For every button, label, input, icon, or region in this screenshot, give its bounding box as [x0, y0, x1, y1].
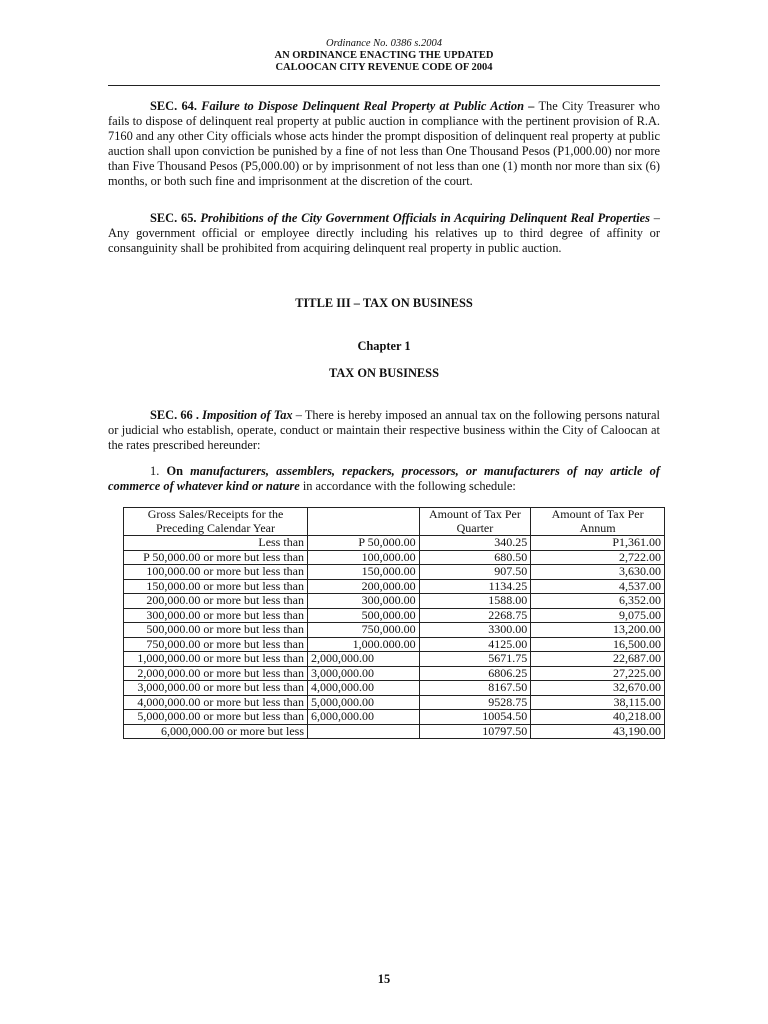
tax-quarter-cell: 10054.50 — [419, 710, 531, 725]
item-1 — [108, 464, 660, 494]
tax-quarter-cell: 10797.50 — [419, 724, 531, 739]
range-to-cell: 5,000,000.00 — [308, 695, 420, 710]
sec65-label: SEC. 65. — [150, 211, 197, 225]
ordinance-number: Ordinance No. 0386 s.2004 — [326, 38, 442, 49]
range-from-cell: 500,000.00 or more but less than — [124, 623, 308, 638]
item1-title: manufacturers, assemblers, repackers, processors, or manufacturers of nay article of commerce of whatever kind or nature — [108, 464, 660, 493]
table-row — [124, 637, 665, 652]
tax-annum-cell: 6,352.00 — [531, 594, 665, 609]
header-divider — [108, 85, 660, 86]
tax-annum-cell: 40,218.00 — [531, 710, 665, 725]
tax-annum-cell: P1,361.00 — [531, 536, 665, 551]
tax-annum-cell: 27,225.00 — [531, 666, 665, 681]
tax-quarter-cell: 3300.00 — [419, 623, 531, 638]
range-to-cell: 3,000,000.00 — [308, 666, 420, 681]
range-from-cell: 3,000,000.00 or more but less than — [124, 681, 308, 696]
section-64 — [108, 99, 660, 189]
table-row — [124, 695, 665, 710]
title-iii-heading: TITLE III – TAX ON BUSINESS — [295, 296, 473, 310]
sec64-label: SEC. 64. — [150, 99, 197, 113]
sec64-title: Failure to Dispose Delinquent Real Property at Public Action – — [201, 99, 535, 113]
tax-quarter-cell: 6806.25 — [419, 666, 531, 681]
range-to-cell — [308, 724, 420, 739]
range-from-cell: Less than — [124, 536, 308, 551]
header-tax-per-annum: Amount of Tax Per Annum — [531, 508, 665, 536]
sec66-title: Imposition of Tax — [202, 408, 293, 422]
range-to-cell: 750,000.00 — [308, 623, 420, 638]
tax-annum-cell: 16,500.00 — [531, 637, 665, 652]
range-from-cell: 1,000,000.00 or more but less than — [124, 652, 308, 667]
table-row — [124, 608, 665, 623]
tax-quarter-cell: 1134.25 — [419, 579, 531, 594]
range-to-cell: 1,000.000.00 — [308, 637, 420, 652]
table-row — [124, 666, 665, 681]
item1-text: in accordance with the following schedule: — [302, 479, 516, 493]
table-row — [124, 594, 665, 609]
tax-quarter-cell: 907.50 — [419, 565, 531, 580]
section-65 — [108, 211, 660, 256]
page-number: 15 — [377, 972, 391, 986]
range-to-cell: 200,000.00 — [308, 579, 420, 594]
tax-quarter-cell: 8167.50 — [419, 681, 531, 696]
table-row — [124, 623, 665, 638]
range-from-cell: 750,000.00 or more but less than — [124, 637, 308, 652]
sec66-label: SEC. 66 . — [150, 408, 199, 422]
item1-number: 1. — [150, 464, 160, 478]
range-from-cell: P 50,000.00 or more but less than — [124, 550, 308, 565]
table-row — [124, 536, 665, 551]
chapter-heading: Chapter 1 — [357, 339, 411, 353]
sec65-text: – Any government official or employee directly including his relatives up to third degree of affinity or consanguinity shall be prohibited from acquiring delinquent real property in public auction. — [108, 211, 660, 255]
range-to-cell: P 50,000.00 — [308, 536, 420, 551]
header-gross-sales: Gross Sales/Receipts for the Preceding Calendar Year — [124, 508, 308, 536]
range-to-cell: 6,000,000.00 — [308, 710, 420, 725]
sec66-text: – There is hereby imposed an annual tax on the following persons natural or judicial who establish, operate, conduct or maintain their respective business within the City of Caloocan at the rates prescribed hereunder: — [108, 408, 660, 452]
tax-annum-cell: 9,075.00 — [531, 608, 665, 623]
tax-annum-cell: 4,537.00 — [531, 579, 665, 594]
range-to-cell: 500,000.00 — [308, 608, 420, 623]
tax-quarter-cell: 2268.75 — [419, 608, 531, 623]
document-header — [0, 38, 768, 74]
range-from-cell: 4,000,000.00 or more but less than — [124, 695, 308, 710]
range-from-cell: 6,000,000.00 or more but less — [124, 724, 308, 739]
table-row — [124, 565, 665, 580]
header-tax-per-quarter: Amount of Tax Per Quarter — [419, 508, 531, 536]
tax-quarter-cell: 5671.75 — [419, 652, 531, 667]
table-row — [124, 681, 665, 696]
range-from-cell: 100,000.00 or more but less than — [124, 565, 308, 580]
tax-annum-cell: 2,722.00 — [531, 550, 665, 565]
table-row — [124, 724, 665, 739]
range-to-cell: 300,000.00 — [308, 594, 420, 609]
range-from-cell: 200,000.00 or more but less than — [124, 594, 308, 609]
range-from-cell: 150,000.00 or more but less than — [124, 579, 308, 594]
tax-annum-cell: 43,190.00 — [531, 724, 665, 739]
tax-annum-cell: 38,115.00 — [531, 695, 665, 710]
tax-quarter-cell: 680.50 — [419, 550, 531, 565]
range-to-cell: 2,000,000.00 — [308, 652, 420, 667]
sec65-title: Prohibitions of the City Government Officials in Acquiring Delinquent Real Properties — [200, 211, 650, 225]
header-line-1: AN ORDINANCE ENACTING THE UPDATED — [274, 50, 494, 61]
table-row — [124, 652, 665, 667]
header-blank — [308, 508, 420, 536]
sec64-text: The City Treasurer who fails to dispose of delinquent real property at public auction in compliance with the pertinent provision of R.A. 7160 and any other City officials whose acts hinder the prompt disposition of delinquent real property at public auction shall upon conviction be punished by a fine of not less than One Thousand Pesos (P1,000.00) nor more than Five Thousand Pesos (P5,000.00) or by imprisonment of not less than one (1) month nor more than six (6) months, or both such fine and imprisonment at the discretion of the court. — [108, 99, 660, 188]
section-66 — [108, 408, 660, 453]
tax-quarter-cell: 1588.00 — [419, 594, 531, 609]
tax-quarter-cell: 9528.75 — [419, 695, 531, 710]
item1-on: On — [166, 464, 183, 478]
range-from-cell: 5,000,000.00 or more but less than — [124, 710, 308, 725]
range-from-cell: 300,000.00 or more but less than — [124, 608, 308, 623]
tax-quarter-cell: 4125.00 — [419, 637, 531, 652]
table-row — [124, 710, 665, 725]
range-to-cell: 4,000,000.00 — [308, 681, 420, 696]
tax-annum-cell: 22,687.00 — [531, 652, 665, 667]
table-header-row — [124, 508, 665, 536]
range-to-cell: 100,000.00 — [308, 550, 420, 565]
range-to-cell: 150,000.00 — [308, 565, 420, 580]
tax-annum-cell: 13,200.00 — [531, 623, 665, 638]
range-from-cell: 2,000,000.00 or more but less than — [124, 666, 308, 681]
chapter-title: TAX ON BUSINESS — [329, 366, 439, 380]
tax-quarter-cell: 340.25 — [419, 536, 531, 551]
header-line-2: CALOOCAN CITY REVENUE CODE OF 2004 — [275, 62, 493, 73]
tax-annum-cell: 32,670.00 — [531, 681, 665, 696]
tax-schedule-table — [123, 507, 665, 739]
table-row — [124, 550, 665, 565]
table-row — [124, 579, 665, 594]
tax-annum-cell: 3,630.00 — [531, 565, 665, 580]
